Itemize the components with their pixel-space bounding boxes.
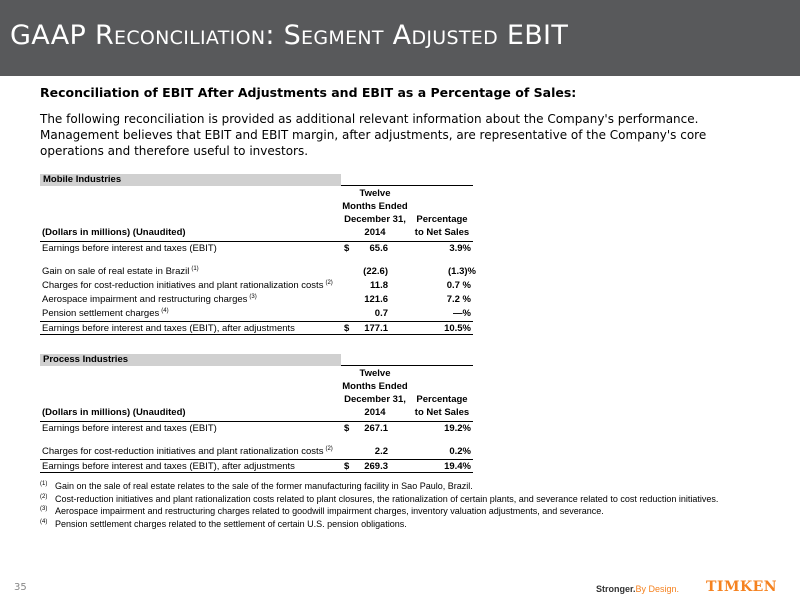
row-value: 121.6 (364, 294, 388, 305)
row-value: 267.1 (364, 423, 388, 434)
title-bar (0, 0, 800, 76)
row-label: Earnings before interest and taxes (EBIT), after adjustments (42, 323, 295, 334)
column-headers (40, 186, 473, 242)
footnote-ref: (1) (191, 266, 199, 272)
units-label: (Dollars in millions) (Unaudited) (42, 407, 186, 418)
segment-name: Process Industries (40, 354, 341, 366)
segment-header (40, 354, 473, 366)
row-percentage: (1.3)% (448, 266, 476, 277)
dollar-sign: $ (344, 243, 350, 254)
row-label: Earnings before interest and taxes (EBIT) (42, 243, 217, 254)
row-percentage: 0.2% (449, 446, 471, 457)
footnote (40, 480, 785, 493)
page-title: GAAP Reconciliation: Segment Adjusted EBIT (10, 20, 569, 51)
footnote-number: (4) (40, 518, 48, 525)
footnote-number: (1) (40, 481, 48, 487)
row-value: (22.6) (363, 266, 388, 277)
header-line: Percentage (416, 214, 468, 225)
page-number: 35 (14, 582, 27, 593)
column-headers (40, 366, 473, 422)
header-line: December 31, (344, 394, 406, 405)
row-label: Charges for cost-reduction initiatives and plant rationalization costs $^{(2)}$ (42, 280, 333, 291)
footnote-text: Aerospace impairment and restructuring charges related to goodwill impairment charges, inventory valuation adjustments, and severance. (55, 506, 604, 516)
header-line: 2014 (364, 407, 386, 418)
section-subtitle: Reconciliation of EBIT After Adjustments and EBIT as a Percentage of Sales: (40, 85, 577, 100)
header-line: December 31, (344, 214, 406, 225)
footnote-ref: (4) (161, 308, 169, 314)
dollar-sign: $ (344, 423, 350, 434)
row-value: 177.1 (364, 323, 388, 334)
table-row-cost-reduction (40, 445, 473, 459)
row-label: Pension settlement charges $^{(4)}$ (42, 308, 169, 319)
row-value: 0.7 (374, 308, 388, 319)
footnote-text: Cost-reduction initiatives and plant rationalization costs related to plant closures, the rationalization of certain plants, and severance related to cost reduction initiatives. (55, 493, 719, 504)
row-value: 65.6 (369, 243, 388, 254)
header-line: Months Ended (342, 201, 408, 212)
footnote-text: Gain on the sale of real estate relates to the sale of the former manufacturing facility in Sao Paulo, Brazil. (55, 481, 473, 491)
table-row-brazil-gain (40, 265, 476, 279)
footnote (40, 518, 785, 531)
percentage-column-header (408, 213, 476, 239)
row-value: 11.8 (370, 280, 388, 291)
row-percentage: 7.2 % (446, 294, 471, 305)
table-row-ebit (40, 242, 473, 256)
dollar-sign: $ (344, 461, 350, 472)
row-percentage: 19.4% (444, 461, 471, 472)
row-percentage: —% (453, 308, 471, 319)
footnote (40, 493, 785, 506)
row-label: Aerospace impairment and restructuring charges $^{(3)}$ (42, 294, 257, 305)
row-percentage: 0.7 % (446, 280, 471, 291)
units-label: (Dollars in millions) (Unaudited) (42, 227, 186, 238)
table-row-ebit-adjusted (40, 459, 473, 473)
row-value: 269.3 (364, 461, 388, 472)
table-row-ebit-adjusted (40, 321, 473, 335)
row-percentage: 10.5% (444, 323, 471, 334)
segment-header (40, 174, 473, 186)
timken-logo: TIMKEN (706, 579, 778, 595)
header-line: Percentage (416, 394, 468, 405)
tagline (596, 584, 679, 594)
mobile-industries-table (40, 174, 476, 335)
row-label: Earnings before interest and taxes (EBIT), after adjustments (42, 461, 295, 472)
footnote-text: Pension settlement charges related to the settlement of certain U.S. pension obligations. (55, 518, 407, 529)
header-line: to Net Sales (414, 407, 470, 418)
percentage-column-header (408, 393, 476, 419)
header-line: 2014 (364, 227, 386, 238)
segment-name: Mobile Industries (40, 174, 341, 186)
row-percentage: 3.9% (449, 243, 471, 254)
header-line: to Net Sales (414, 227, 470, 238)
row-label: Charges for cost-reduction initiatives and plant rationalization costs $^{(2)}$ (42, 446, 333, 457)
footnote-ref: (3) (249, 294, 257, 300)
intro-paragraph: The following reconciliation is provided as additional relevant information about the Company's performance. Management believes that EBIT and EBIT margin, after adjustments, are representative of the Company's core operations and therefore useful to investors. (40, 112, 707, 158)
dollar-sign: $ (344, 323, 350, 334)
row-value: 2.2 (374, 446, 388, 457)
footnote (40, 505, 785, 518)
tagline-stronger: Stronger. (596, 584, 636, 594)
tagline-by-design: By Design. (635, 584, 680, 594)
header-line: Months Ended (342, 381, 408, 392)
header-line: Twelve (359, 368, 391, 379)
table-row-cost-reduction (40, 279, 473, 293)
table-row-ebit (40, 422, 473, 436)
footnote-number: (3) (40, 506, 48, 512)
row-label: Gain on sale of real estate in Brazil $^{(1)}$ (42, 266, 199, 277)
footnote-number: (2) (40, 493, 48, 500)
period-column-header (337, 367, 413, 419)
table-row-aerospace (40, 293, 473, 307)
process-industries-table (40, 354, 473, 473)
footnote-ref: (2) (325, 280, 333, 286)
period-column-header (337, 187, 413, 239)
footnote-ref: (2) (325, 446, 333, 452)
footnotes (40, 480, 785, 530)
table-row-pension (40, 307, 473, 321)
header-line: Twelve (359, 188, 391, 199)
row-label: Earnings before interest and taxes (EBIT) (42, 423, 217, 434)
row-percentage: 19.2% (444, 423, 471, 434)
